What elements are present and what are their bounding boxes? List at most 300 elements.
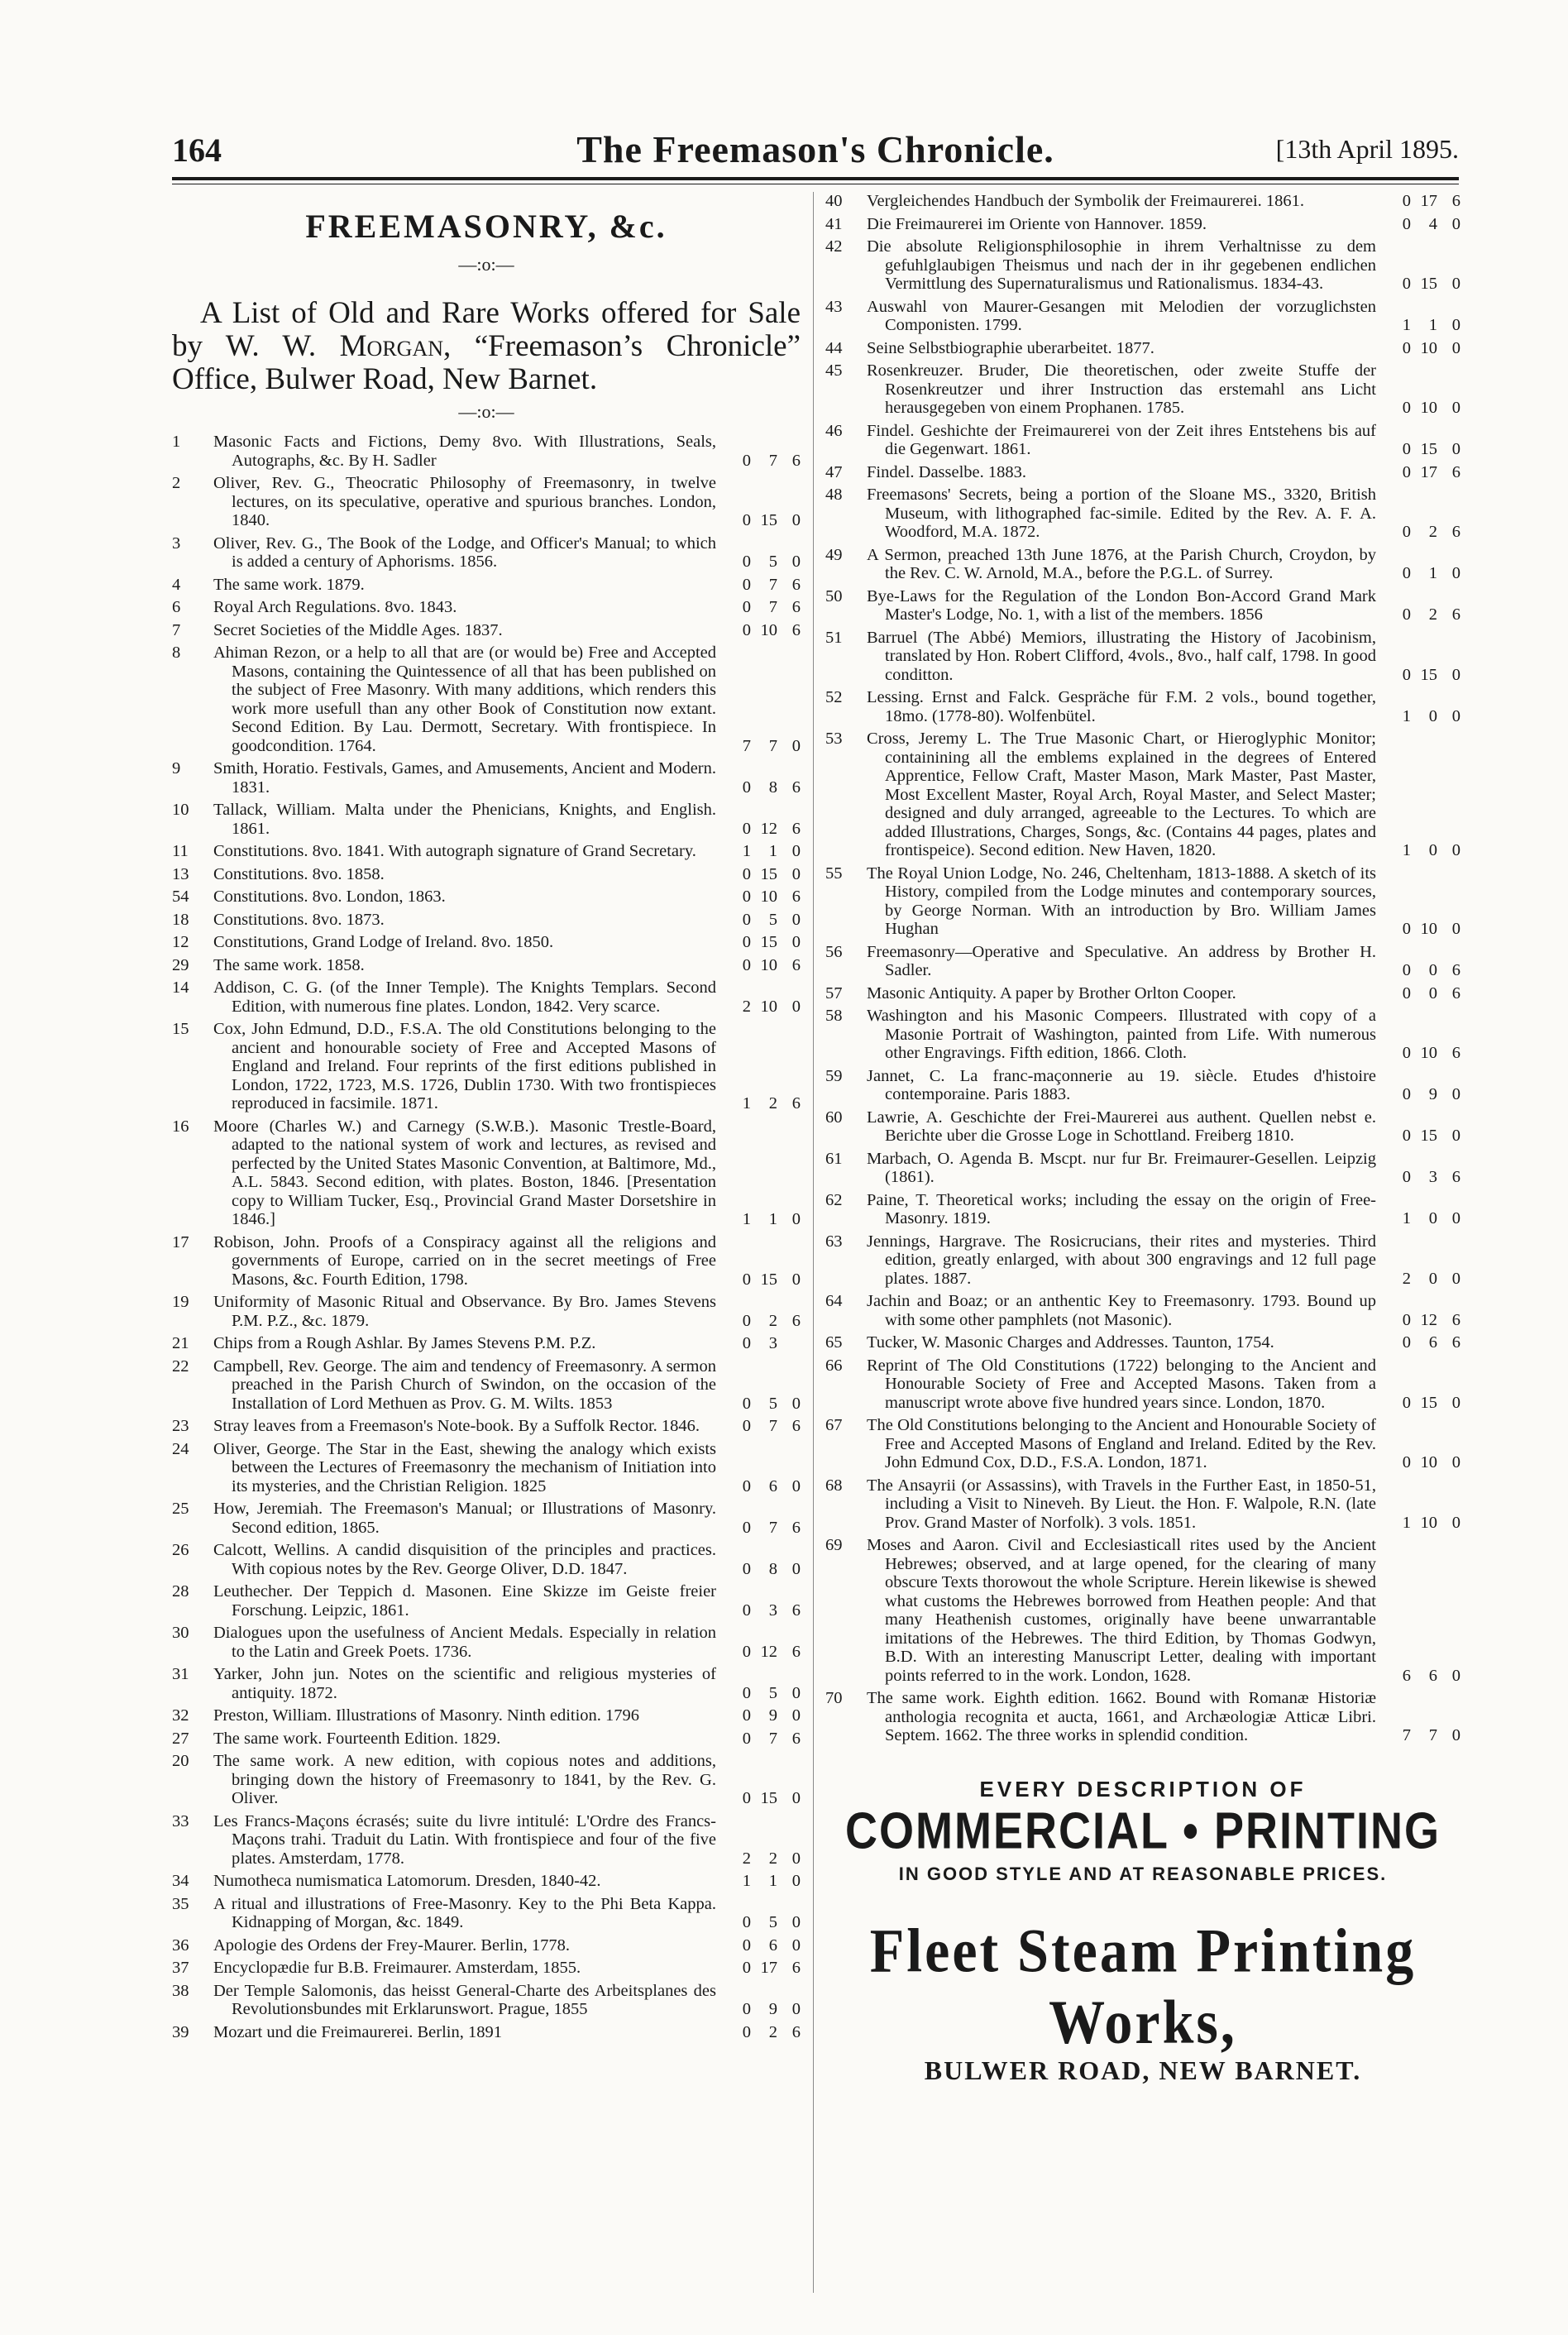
entry-number: 54 bbox=[172, 888, 189, 906]
entry-body bbox=[867, 1150, 1376, 1187]
entry-body bbox=[867, 1067, 1376, 1104]
entry-body bbox=[213, 1665, 716, 1702]
entry-price bbox=[716, 978, 801, 1016]
catalogue-entry bbox=[172, 1936, 801, 1955]
price-shillings: 5 bbox=[768, 1394, 777, 1413]
entry-price bbox=[1376, 1292, 1460, 1329]
entry-number: 6 bbox=[172, 598, 181, 616]
entry-number: 17 bbox=[172, 1232, 189, 1251]
price-pounds: 0 bbox=[742, 778, 751, 797]
entry-description: Masonic Antiquity. A paper by Brother Orlton Cooper. bbox=[867, 983, 1236, 1002]
price-pounds: 0 bbox=[1402, 983, 1411, 1002]
entry-number: 21 bbox=[172, 1334, 189, 1352]
entry-price bbox=[716, 1959, 801, 1978]
catalogue-entry bbox=[825, 546, 1460, 583]
entry-body bbox=[867, 361, 1376, 418]
price-pounds: 0 bbox=[1402, 564, 1411, 582]
entry-description: Chips from a Rough Ashlar. By James Stevens P.M. P.Z. bbox=[213, 1334, 596, 1352]
entry-price bbox=[1376, 361, 1460, 418]
entry-number: 42 bbox=[825, 237, 843, 256]
catalogue-entry bbox=[172, 1895, 801, 1932]
catalogue-entry bbox=[825, 422, 1460, 459]
entry-body bbox=[213, 1500, 716, 1537]
entry-body bbox=[213, 1541, 716, 1578]
entry-number: 61 bbox=[825, 1149, 843, 1168]
catalogue-entry bbox=[172, 1706, 801, 1725]
header-rule-thick bbox=[172, 177, 1459, 180]
price-pence: 0 bbox=[1451, 1127, 1460, 1145]
price-pounds: 0 bbox=[742, 1518, 751, 1537]
price-shillings: 6 bbox=[1428, 1333, 1437, 1352]
price-shillings: 5 bbox=[768, 1683, 777, 1702]
price-shillings: 10 bbox=[1420, 1453, 1437, 1471]
price-pounds: 0 bbox=[742, 1476, 751, 1495]
entry-description: A Sermon, preached 13th June 1876, at the Parish Church, Croydon, by the Rev. C. W. Arnold, M.A., before the P.G.L. of Surrey. bbox=[867, 545, 1376, 582]
catalogue-entry bbox=[825, 1357, 1460, 1413]
entry-description: Lessing. Ernst and Falck. Gespräche für F.M. 2 vols., bound together, 18mo. (1778-80). Wolfenbütel. bbox=[867, 688, 1376, 725]
catalogue-entry bbox=[825, 943, 1460, 980]
entry-description: Uniformity of Masonic Ritual and Observance. By Bro. James Stevens P.M. P.Z., &c. 1879. bbox=[213, 1293, 716, 1330]
entry-description: Tallack, William. Malta under the Phenicians, Knights, and English. 1861. bbox=[213, 801, 716, 838]
price-pence: 0 bbox=[1451, 1513, 1460, 1532]
entry-description: The same work. Eighth edition. 1662. Bound with Romanæ Historiæ anthologia recognita et aucta, 1661, and Archæologiæ Atticæ Libri. Septem. 1662. The three works in splendid condition. bbox=[867, 1689, 1376, 1744]
price-pence: 6 bbox=[1451, 1310, 1460, 1329]
price-shillings: 0 bbox=[1428, 706, 1437, 725]
catalogue-entry bbox=[825, 486, 1460, 542]
entry-description: Ahiman Rezon, or a help to all that are (or would be) Free and Accepted Masons, containing the Quintessence of all that has been published on the subject of Free Masonry. With many additions, which renders this work more usefull than any other Book of Constitution now extant. Second Edition. By Lau. Dermott, Secretary. With frontispiece. In goodcondition. 1764. bbox=[213, 644, 716, 755]
price-pounds: 2 bbox=[742, 997, 751, 1016]
price-pence: 0 bbox=[791, 1872, 801, 1890]
price-pence: 0 bbox=[1451, 665, 1460, 684]
entry-description: Vergleichendes Handbuch der Symbolik der Freimaurerei. 1861. bbox=[867, 192, 1305, 210]
price-shillings: 7 bbox=[768, 451, 777, 470]
entry-number: 11 bbox=[172, 842, 189, 860]
intro-text-end: , “Freemason’s Chronicle” Office, Bulwer Road, New Barnet. bbox=[172, 329, 801, 396]
price-shillings: 15 bbox=[760, 933, 777, 951]
entry-price bbox=[716, 1582, 801, 1620]
entry-body bbox=[213, 1020, 716, 1113]
catalogue-entry bbox=[172, 888, 801, 907]
catalogue-entry bbox=[172, 933, 801, 952]
entry-price bbox=[716, 1982, 801, 2019]
price-shillings: 2 bbox=[768, 1094, 777, 1112]
entry-number: 64 bbox=[825, 1292, 843, 1310]
price-pounds: 0 bbox=[742, 511, 751, 529]
catalogue-entry bbox=[825, 1232, 1460, 1289]
price-pence: 0 bbox=[791, 1913, 801, 1931]
entry-number: 19 bbox=[172, 1293, 189, 1311]
catalogue-entry bbox=[172, 1812, 801, 1868]
entry-description: Robison, John. Proofs of a Conspiracy against all the religions and governments of Europe, carried on in the secret meetings of Free Masons, &c. Fourth Edition, 1798. bbox=[213, 1232, 716, 1289]
price-pounds: 0 bbox=[1402, 1127, 1411, 1145]
entry-description: Findel. Geshichte der Freimaurerei von der Zeit ihres Entstehens bis auf die Gegenwart. 1861. bbox=[867, 421, 1376, 458]
entry-price bbox=[716, 1117, 801, 1229]
price-shillings: 10 bbox=[760, 955, 777, 974]
price-shillings: 1 bbox=[768, 1872, 777, 1890]
catalogue-entry bbox=[825, 984, 1460, 1003]
entry-number: 9 bbox=[172, 759, 181, 778]
entry-price bbox=[716, 1541, 801, 1578]
price-pounds: 0 bbox=[742, 1706, 751, 1725]
entry-number: 2 bbox=[172, 474, 181, 492]
catalogue-entry bbox=[172, 1624, 801, 1661]
price-pence: 0 bbox=[1451, 564, 1460, 582]
price-pounds: 0 bbox=[742, 1601, 751, 1620]
entry-body bbox=[867, 192, 1376, 211]
entry-description: Paine, T. Theoretical works; including the essay on the origin of Free-Masonry. 1819. bbox=[867, 1190, 1376, 1227]
price-pence: 6 bbox=[791, 1601, 801, 1620]
entry-body bbox=[867, 1232, 1376, 1289]
price-shillings: 2 bbox=[768, 1311, 777, 1330]
entry-price bbox=[716, 621, 801, 640]
entry-description: Moses and Aaron. Civil and Ecclesiasticall rites used by the Ancient Hebrewes; observed, and at large opened, for the clearing of many obscure Texts thorowout the whole Scripture. Herein likewise is shewed what customs the Hebrewes borrowed from Heathen people: And that many Heathenish customes, originally have beene unwarrantable imitations of the Hebrewes. The third Edition, by Thomas Godwyn, B.D. With an interesting Manuscript Letter, dealing with important points referred to in the work. London, 1628. bbox=[867, 1536, 1376, 1685]
price-shillings: 17 bbox=[1420, 462, 1437, 481]
entry-number: 68 bbox=[825, 1476, 843, 1495]
entry-number: 52 bbox=[825, 688, 843, 706]
catalogue-entry bbox=[172, 1334, 801, 1353]
entry-number: 22 bbox=[172, 1357, 189, 1376]
entry-body bbox=[867, 1007, 1376, 1063]
catalogue-entry bbox=[172, 1982, 801, 2019]
price-pence: 0 bbox=[791, 1706, 801, 1725]
entry-price bbox=[716, 2023, 801, 2042]
entry-price bbox=[1376, 298, 1460, 335]
catalogue-entry bbox=[825, 361, 1460, 418]
price-shillings: 15 bbox=[1420, 440, 1437, 458]
entry-body bbox=[213, 644, 716, 755]
entry-body bbox=[867, 1357, 1376, 1413]
entry-description: Reprint of The Old Constitutions (1722) belonging to the Ancient and Honourable Society of Free and Accepted Masons. Taken from a manuscript wrote above five hundred years since. London, 1870. bbox=[867, 1356, 1376, 1412]
entry-price bbox=[716, 1752, 801, 1808]
entry-price bbox=[716, 801, 801, 838]
price-pence: 6 bbox=[1451, 1044, 1460, 1062]
price-pence: 0 bbox=[791, 997, 801, 1016]
price-shillings: 8 bbox=[768, 778, 777, 797]
price-shillings: 10 bbox=[760, 888, 777, 906]
entry-description: Moore (Charles W.) and Carnegy (S.W.B.). Masonic Trestle-Board, adapted to the national system of work and lectures, as revised and perfected by the United States Masonic Convention, at Baltimore, Md., A.L. 5843. Second edition, with plates. Boston, 1846. [Presentation copy to William Tucker, Esq., Provincial Grand Master Dorsetshire in 1846.] bbox=[213, 1117, 716, 1228]
entry-body bbox=[867, 1476, 1376, 1533]
entry-number: 34 bbox=[172, 1872, 189, 1890]
entry-body bbox=[867, 730, 1376, 860]
entry-number: 49 bbox=[825, 545, 843, 564]
price-shillings: 12 bbox=[760, 819, 777, 838]
price-pence: 0 bbox=[791, 1849, 801, 1868]
entry-description: The same work. 1879. bbox=[213, 575, 365, 594]
entry-number: 63 bbox=[825, 1232, 843, 1251]
price-pounds: 0 bbox=[742, 553, 751, 571]
entry-number: 31 bbox=[172, 1665, 189, 1683]
catalogue-entry bbox=[825, 1292, 1460, 1329]
entry-price bbox=[1376, 629, 1460, 685]
price-pounds: 0 bbox=[1402, 605, 1411, 624]
entry-price bbox=[1376, 1476, 1460, 1533]
entry-price bbox=[716, 1812, 801, 1868]
price-pence: 6 bbox=[1451, 1168, 1460, 1186]
price-pounds: 0 bbox=[742, 1959, 751, 1977]
price-pounds: 0 bbox=[1402, 1453, 1411, 1471]
catalogue-entry bbox=[172, 1440, 801, 1496]
catalogue-entry bbox=[825, 1108, 1460, 1146]
entry-price bbox=[716, 759, 801, 797]
entry-description: Constitutions. 8vo. 1858. bbox=[213, 864, 385, 883]
price-shillings: 1 bbox=[768, 1210, 777, 1228]
entry-body bbox=[213, 865, 716, 884]
entry-price bbox=[1376, 1150, 1460, 1187]
entry-description: Royal Arch Regulations. 8vo. 1843. bbox=[213, 598, 457, 616]
price-pounds: 0 bbox=[1402, 214, 1411, 233]
entry-number: 43 bbox=[825, 297, 843, 316]
price-pounds: 0 bbox=[742, 888, 751, 906]
catalogue-entry bbox=[172, 1417, 801, 1436]
price-pounds: 1 bbox=[742, 1094, 751, 1112]
price-pounds: 0 bbox=[1402, 462, 1411, 481]
price-shillings: 10 bbox=[1420, 399, 1437, 417]
catalogue-entry bbox=[825, 1416, 1460, 1472]
entry-price bbox=[1376, 943, 1460, 980]
price-pounds: 0 bbox=[742, 955, 751, 974]
price-shillings: 2 bbox=[768, 1849, 777, 1868]
entry-price bbox=[1376, 1108, 1460, 1146]
price-pence: 6 bbox=[791, 1642, 801, 1661]
entry-body bbox=[867, 1689, 1376, 1745]
price-pounds: 2 bbox=[742, 1849, 751, 1868]
entry-description: Die absolute Religionsphilosophie in ihrem Verhaltnisse zu dem gefuhlglaubigen Theismus und nach der in ihr gegebenen endlichen Vermittlung des Supernaturalismus und Rationalismus. 1834-43. bbox=[867, 237, 1376, 293]
entry-description: Tucker, W. Masonic Charges and Addresses. Taunton, 1754. bbox=[867, 1333, 1274, 1352]
price-pounds: 0 bbox=[742, 1729, 751, 1748]
catalogue-entry bbox=[825, 1007, 1460, 1063]
entry-body bbox=[213, 1440, 716, 1496]
price-pounds: 0 bbox=[1402, 338, 1411, 357]
catalogue-entry bbox=[172, 474, 801, 530]
price-pence: 6 bbox=[791, 888, 801, 906]
price-shillings: 10 bbox=[1420, 920, 1437, 938]
catalogue-entry bbox=[172, 598, 801, 617]
entry-price bbox=[1376, 1007, 1460, 1063]
entry-price bbox=[716, 1440, 801, 1496]
entry-number: 3 bbox=[172, 534, 181, 553]
price-shillings: 15 bbox=[1420, 1393, 1437, 1412]
entry-body bbox=[213, 911, 716, 930]
entry-number: 32 bbox=[172, 1706, 189, 1725]
price-shillings: 7 bbox=[768, 575, 777, 594]
price-shillings: 15 bbox=[760, 864, 777, 883]
entry-body bbox=[213, 1334, 716, 1353]
entry-body bbox=[213, 1936, 716, 1955]
price-pounds: 0 bbox=[742, 1270, 751, 1289]
advert-line-fleet-steam: Fleet Steam Printing Works, bbox=[869, 1915, 1417, 2057]
entry-body bbox=[867, 1416, 1376, 1472]
entry-body bbox=[867, 237, 1376, 294]
price-pence: 0 bbox=[1451, 706, 1460, 725]
price-pence: 6 bbox=[1451, 192, 1460, 210]
price-shillings: 17 bbox=[760, 1959, 777, 1977]
price-shillings: 10 bbox=[760, 997, 777, 1016]
entry-description: Yarker, John jun. Notes on the scientific and religious mysteries of antiquity. 1872. bbox=[213, 1665, 716, 1702]
catalogue-entry bbox=[172, 2023, 801, 2042]
entry-number: 18 bbox=[172, 910, 189, 929]
entry-body bbox=[213, 1624, 716, 1661]
price-pounds: 0 bbox=[742, 1642, 751, 1661]
price-pounds: 1 bbox=[742, 1872, 751, 1890]
price-pounds: 0 bbox=[742, 910, 751, 929]
catalogue-entry bbox=[172, 1730, 801, 1749]
entry-number: 12 bbox=[172, 933, 189, 951]
price-pounds: 1 bbox=[1402, 706, 1411, 725]
price-pounds: 0 bbox=[742, 1913, 751, 1931]
entry-description: Jachin and Boaz; or an anthentic Key to Freemasonry. 1793. Bound up with some other pamphlets (not Masonic). bbox=[867, 1292, 1376, 1329]
price-pounds: 7 bbox=[1402, 1726, 1411, 1744]
price-shillings: 3 bbox=[1428, 1168, 1437, 1186]
entry-price bbox=[716, 933, 801, 952]
price-pence: 6 bbox=[1451, 961, 1460, 979]
entry-body bbox=[213, 1293, 716, 1330]
entry-description: Constitutions. 8vo. 1841. With autograph signature of Grand Secretary. bbox=[213, 842, 696, 860]
price-pounds: 1 bbox=[1402, 1513, 1411, 1532]
price-pence: 6 bbox=[1451, 523, 1460, 541]
catalogue-entry bbox=[172, 644, 801, 755]
entry-price bbox=[716, 888, 801, 907]
entry-price bbox=[716, 1293, 801, 1330]
entry-number: 67 bbox=[825, 1416, 843, 1434]
price-shillings: 5 bbox=[768, 910, 777, 929]
price-shillings: 5 bbox=[768, 1913, 777, 1931]
price-pence: 0 bbox=[791, 842, 801, 860]
price-pence: 0 bbox=[791, 1789, 801, 1807]
price-shillings: 15 bbox=[1420, 275, 1437, 293]
catalogue-entry bbox=[172, 978, 801, 1016]
entry-body bbox=[213, 1706, 716, 1725]
price-pence: 0 bbox=[1451, 1666, 1460, 1685]
entry-body bbox=[213, 1582, 716, 1620]
catalogue-entry bbox=[172, 1117, 801, 1229]
entry-description: Lawrie, A. Geschichte der Frei-Maurerei aus authent. Quellen nebst e. Berichte uber die Grosse Loge in Schottland. Freiberg 1810. bbox=[867, 1108, 1376, 1145]
entry-price bbox=[716, 1020, 801, 1113]
entry-price bbox=[1376, 1067, 1460, 1104]
price-pence: 6 bbox=[791, 620, 801, 639]
price-pence: 0 bbox=[791, 1210, 801, 1228]
entry-price bbox=[1376, 486, 1460, 542]
entry-body bbox=[867, 298, 1376, 335]
entry-description: Washington and his Masonic Compeers. Illustrated with copy of a Masonie Portrait of Washington, painted from Life. With numerous other Engravings. Fifth edition, 1866. Cloth. bbox=[867, 1007, 1376, 1062]
entry-description: How, Jeremiah. The Freemason's Manual; or Illustrations of Masonry. Second edition, 1865. bbox=[213, 1500, 716, 1537]
price-pounds: 0 bbox=[1402, 1168, 1411, 1186]
entry-description: Die Freimaurerei im Oriente von Hannover. 1859. bbox=[867, 214, 1207, 233]
entry-body bbox=[867, 546, 1376, 583]
entry-number: 44 bbox=[825, 338, 843, 357]
price-shillings: 1 bbox=[768, 842, 777, 860]
entry-price bbox=[1376, 730, 1460, 860]
entry-description: The Old Constitutions belonging to the Ancient and Honourable Society of Free and Accepted Masons of England and Ireland. Edited by the Rev. John Edmund Cox, D.D., F.S.A. London, 1871. bbox=[867, 1416, 1376, 1471]
entry-description: Numotheca numismatica Latomorum. Dresden, 1840-42. bbox=[213, 1872, 601, 1890]
entry-price bbox=[716, 1357, 801, 1414]
price-pounds: 0 bbox=[742, 598, 751, 616]
printing-advertisement bbox=[825, 1777, 1460, 2086]
price-shillings: 12 bbox=[760, 1642, 777, 1661]
entry-description: Constitutions. 8vo. 1873. bbox=[213, 910, 385, 929]
catalogue-entry bbox=[825, 298, 1460, 335]
entry-body bbox=[867, 215, 1376, 234]
entry-number: 16 bbox=[172, 1117, 189, 1136]
entry-number: 14 bbox=[172, 978, 189, 997]
price-pence: 0 bbox=[1451, 399, 1460, 417]
price-pence: 0 bbox=[1451, 920, 1460, 938]
price-shillings: 7 bbox=[768, 598, 777, 616]
entry-price bbox=[1376, 339, 1460, 358]
price-shillings: 2 bbox=[1428, 605, 1437, 624]
issue-date: [13th April 1895. bbox=[1275, 134, 1459, 164]
price-pounds: 1 bbox=[742, 842, 751, 860]
entry-price bbox=[1376, 984, 1460, 1003]
entry-description: Jannet, C. La franc-maçonnerie au 19. siècle. Etudes d'histoire contemporaine. Paris 1883. bbox=[867, 1066, 1376, 1103]
entry-price bbox=[1376, 237, 1460, 294]
right-column bbox=[825, 192, 1460, 2086]
entry-number: 10 bbox=[172, 801, 189, 819]
entry-price bbox=[716, 1624, 801, 1661]
entry-body bbox=[213, 759, 716, 797]
catalogue-entry bbox=[172, 534, 801, 572]
catalogue-entry bbox=[825, 463, 1460, 482]
price-shillings: 5 bbox=[768, 553, 777, 571]
entry-description: Barruel (The Abbé) Memiors, illustrating the History of Jacobinism, translated by Hon. Robert Clifford, 4vols., 8vo., half calf, 1798. In good conditton. bbox=[867, 628, 1376, 684]
catalogue-entry bbox=[172, 911, 801, 930]
price-pence: 0 bbox=[791, 2000, 801, 2018]
price-shillings: 0 bbox=[1428, 841, 1437, 859]
entry-number: 69 bbox=[825, 1536, 843, 1554]
entry-description: A ritual and illustrations of Free-Masonry. Key to the Phi Beta Kappa. Kidnapping of Morgan, &c. 1849. bbox=[213, 1894, 716, 1931]
entry-number: 39 bbox=[172, 2022, 189, 2041]
price-pounds: 0 bbox=[1402, 920, 1411, 938]
price-pence: 0 bbox=[791, 1559, 801, 1578]
entry-body bbox=[867, 1191, 1376, 1228]
price-pounds: 0 bbox=[742, 864, 751, 883]
price-pounds: 1 bbox=[742, 1210, 751, 1228]
price-pounds: 0 bbox=[742, 1559, 751, 1578]
price-pence: 0 bbox=[1451, 1085, 1460, 1103]
price-shillings: 2 bbox=[768, 2022, 777, 2041]
price-pounds: 0 bbox=[1402, 523, 1411, 541]
entry-price bbox=[1376, 1333, 1460, 1352]
entry-body bbox=[213, 1959, 716, 1978]
price-shillings: 3 bbox=[768, 1334, 777, 1352]
catalogue-entry bbox=[172, 433, 801, 470]
page-header bbox=[172, 128, 1459, 179]
price-pounds: 0 bbox=[742, 620, 751, 639]
catalogue-entry bbox=[172, 842, 801, 861]
catalogue-entry bbox=[172, 865, 801, 884]
price-shillings: 2 bbox=[1428, 523, 1437, 541]
entry-number: 13 bbox=[172, 864, 189, 883]
price-pounds: 7 bbox=[742, 736, 751, 755]
catalogue-entry bbox=[172, 1500, 801, 1537]
catalogue-entry bbox=[172, 956, 801, 975]
catalogue-entry bbox=[825, 237, 1460, 294]
intro-seller-name: Morgan bbox=[339, 329, 444, 363]
entry-number: 37 bbox=[172, 1959, 189, 1977]
catalogue-entry bbox=[172, 1582, 801, 1620]
entry-number: 40 bbox=[825, 192, 843, 210]
price-pounds: 0 bbox=[1402, 192, 1411, 210]
price-shillings: 9 bbox=[768, 1706, 777, 1725]
catalogue-entry bbox=[825, 215, 1460, 234]
entry-description: Mozart und die Freimaurerei. Berlin, 1891 bbox=[213, 2022, 502, 2041]
entry-description: The Royal Union Lodge, No. 246, Cheltenham, 1813-1888. A sketch of its History, compiled from the Lodge minutes and contemporary sources, by George Norman. With an introduction by Bro. William James Hughan bbox=[867, 864, 1376, 938]
price-pence: 0 bbox=[1451, 1453, 1460, 1471]
entry-number: 46 bbox=[825, 421, 843, 440]
advert-line-good-style: IN GOOD STYLE AND AT REASONABLE PRICES. bbox=[898, 1863, 1388, 1884]
price-shillings: 17 bbox=[1420, 192, 1437, 210]
entry-number: 70 bbox=[825, 1689, 843, 1707]
entry-number: 65 bbox=[825, 1333, 843, 1352]
